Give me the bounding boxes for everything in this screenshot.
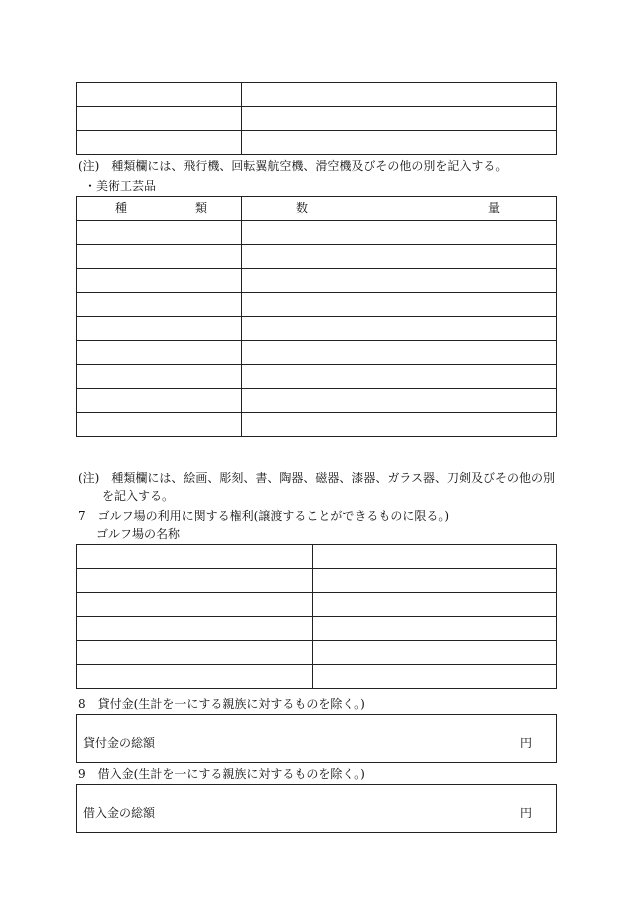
golf-course-name-heading: ゴルフ場の名称 bbox=[96, 527, 181, 541]
art-type-cell[interactable] bbox=[77, 245, 242, 269]
golf-name-cell[interactable] bbox=[77, 665, 313, 689]
art-type-cell[interactable] bbox=[77, 389, 242, 413]
art-type-cell[interactable] bbox=[77, 413, 242, 437]
art-type-cell[interactable] bbox=[77, 293, 242, 317]
table-row bbox=[77, 131, 557, 155]
table-row bbox=[77, 665, 557, 689]
golf-detail-cell[interactable] bbox=[313, 665, 557, 689]
table-row bbox=[77, 341, 557, 365]
art-quantity-cell[interactable] bbox=[242, 269, 557, 293]
type-header bbox=[77, 197, 242, 221]
golf-name-cell[interactable] bbox=[77, 545, 313, 569]
golf-table bbox=[76, 544, 557, 689]
golf-detail-cell[interactable] bbox=[313, 641, 557, 665]
art-quantity-cell[interactable] bbox=[242, 221, 557, 245]
borrowings-total-label: 借入金の総額 bbox=[83, 806, 156, 820]
quantity-header bbox=[242, 197, 557, 221]
table-row bbox=[77, 83, 557, 107]
type-header-char-2: 類 bbox=[195, 201, 208, 215]
golf-name-cell[interactable] bbox=[77, 641, 313, 665]
art-quantity-cell[interactable] bbox=[242, 341, 557, 365]
loans-total-box[interactable] bbox=[76, 714, 557, 763]
table-row bbox=[77, 569, 557, 593]
table-row bbox=[77, 221, 557, 245]
golf-detail-cell[interactable] bbox=[313, 617, 557, 641]
art-quantity-cell[interactable] bbox=[242, 293, 557, 317]
aircraft-quantity-cell[interactable] bbox=[242, 131, 557, 155]
table-row bbox=[77, 293, 557, 317]
table-row bbox=[77, 245, 557, 269]
table-row bbox=[77, 389, 557, 413]
art-quantity-cell[interactable] bbox=[242, 245, 557, 269]
borrowings-section-title: 9 借入金(生計を一にする親族に対するものを除く。) bbox=[78, 767, 365, 781]
golf-detail-cell[interactable] bbox=[313, 593, 557, 617]
table-row bbox=[77, 107, 557, 131]
art-type-cell[interactable] bbox=[77, 269, 242, 293]
art-quantity-cell[interactable] bbox=[242, 413, 557, 437]
golf-detail-cell[interactable] bbox=[313, 569, 557, 593]
art-type-cell[interactable] bbox=[77, 317, 242, 341]
loans-yen-unit: 円 bbox=[519, 736, 532, 750]
art-quantity-cell[interactable] bbox=[242, 365, 557, 389]
art-table bbox=[76, 196, 557, 437]
aircraft-table bbox=[76, 82, 557, 155]
aircraft-quantity-cell[interactable] bbox=[242, 83, 557, 107]
table-row bbox=[77, 365, 557, 389]
type-header-char-1: 種 bbox=[115, 201, 128, 215]
table-row bbox=[77, 593, 557, 617]
table-row bbox=[77, 413, 557, 437]
art-type-cell[interactable] bbox=[77, 341, 242, 365]
aircraft-note: (注) 種類欄には、飛行機、回転翼航空機、滑空機及びその他の別を記入する。 bbox=[78, 159, 508, 173]
art-quantity-cell[interactable] bbox=[242, 389, 557, 413]
golf-name-cell[interactable] bbox=[77, 617, 313, 641]
aircraft-quantity-cell[interactable] bbox=[242, 107, 557, 131]
loans-total-label: 貸付金の総額 bbox=[83, 736, 156, 750]
aircraft-type-cell[interactable] bbox=[77, 131, 242, 155]
table-row bbox=[77, 617, 557, 641]
art-heading: ・美術工芸品 bbox=[84, 179, 157, 193]
table-row bbox=[77, 545, 557, 569]
aircraft-type-cell[interactable] bbox=[77, 107, 242, 131]
art-type-cell[interactable] bbox=[77, 365, 242, 389]
art-type-cell[interactable] bbox=[77, 221, 242, 245]
quantity-header-char-1: 数 bbox=[296, 201, 309, 215]
golf-name-cell[interactable] bbox=[77, 593, 313, 617]
golf-section-title: 7 ゴルフ場の利用に関する権利(譲渡することができるものに限る。) bbox=[78, 509, 450, 523]
aircraft-type-cell[interactable] bbox=[77, 83, 242, 107]
art-note-line-2: を記入する。 bbox=[102, 489, 175, 503]
table-row bbox=[77, 317, 557, 341]
borrowings-yen-unit: 円 bbox=[519, 806, 532, 820]
table-row bbox=[77, 269, 557, 293]
table-row bbox=[77, 641, 557, 665]
table-header-row bbox=[77, 197, 557, 221]
golf-name-cell[interactable] bbox=[77, 569, 313, 593]
golf-detail-cell[interactable] bbox=[313, 545, 557, 569]
loans-section-title: 8 貸付金(生計を一にする親族に対するものを除く。) bbox=[78, 697, 365, 711]
art-quantity-cell[interactable] bbox=[242, 317, 557, 341]
quantity-header-char-2: 量 bbox=[488, 201, 501, 215]
borrowings-total-box[interactable] bbox=[76, 784, 557, 833]
art-note-line-1: (注) 種類欄には、絵画、彫刻、書、陶器、磁器、漆器、ガラス器、刀剣及びその他の別 bbox=[78, 471, 556, 485]
